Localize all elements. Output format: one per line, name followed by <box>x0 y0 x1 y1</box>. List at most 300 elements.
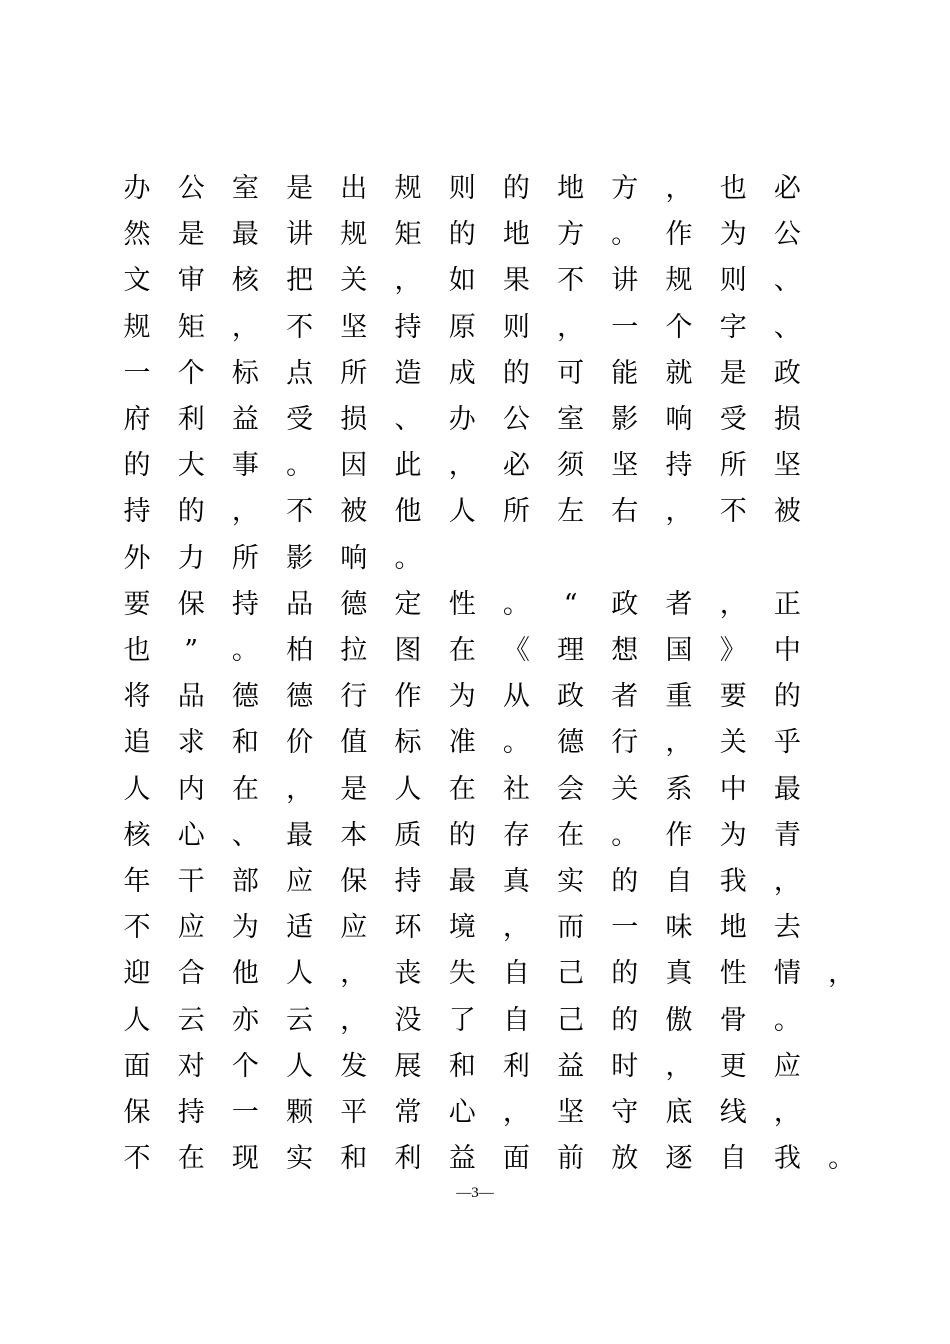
text-char: 价 <box>286 727 314 759</box>
text-char: 为 <box>231 912 259 944</box>
text-char: 办 <box>123 173 151 204</box>
text-char: 德 <box>557 727 585 759</box>
text-char: 受 <box>286 404 314 435</box>
text-char: 自 <box>665 866 693 897</box>
text-char: 的 <box>611 958 639 990</box>
text-char: 前 <box>557 1143 585 1175</box>
text-char: 公 <box>502 404 530 435</box>
text-char: 的 <box>611 1004 639 1036</box>
text-char: 时 <box>611 1050 639 1082</box>
text-char: 最 <box>286 819 314 851</box>
text-char: 影 <box>286 542 314 574</box>
text-char: 的 <box>123 450 151 482</box>
text-char: 的 <box>773 681 801 713</box>
text-char: 要 <box>123 588 151 620</box>
text-char: 要 <box>719 681 747 713</box>
page-number: —3— <box>456 1185 494 1201</box>
text-char: 一 <box>611 311 639 343</box>
text-line <box>0 261 950 307</box>
text-char: 府 <box>123 404 151 435</box>
text-char: 。 <box>394 542 422 574</box>
text-char: 人 <box>448 496 476 528</box>
text-char: 能 <box>611 357 639 389</box>
text-char: 。 <box>773 1004 801 1036</box>
text-char: 的 <box>448 219 476 251</box>
text-char: 造 <box>394 357 422 389</box>
text-char: 存 <box>502 819 530 851</box>
text-char: 丧 <box>394 958 422 990</box>
text-char: 地 <box>557 173 585 204</box>
text-char: 人 <box>123 773 151 805</box>
text-char: 。 <box>502 727 530 759</box>
text-char: 平 <box>340 1097 368 1128</box>
text-char: 柏 <box>286 635 314 666</box>
text-char: 标 <box>394 727 422 759</box>
text-char: 人 <box>394 773 422 805</box>
text-char: 个 <box>177 357 205 389</box>
text-char: 坚 <box>340 311 368 343</box>
text-char: 内 <box>177 773 205 805</box>
text-char: 值 <box>340 727 368 759</box>
text-char: ， <box>340 1004 368 1036</box>
text-char: 中 <box>773 635 801 666</box>
text-char: 是 <box>286 173 314 204</box>
text-char: 应 <box>286 866 314 897</box>
text-char: 。 <box>828 1143 856 1175</box>
text-char: 坚 <box>773 450 801 482</box>
text-char: 青 <box>773 819 801 851</box>
text-char: 政 <box>773 357 801 389</box>
text-char: 追 <box>123 727 151 759</box>
text-char: 质 <box>394 819 422 851</box>
text-char: ， <box>719 588 747 620</box>
text-line <box>0 954 950 1000</box>
text-line <box>0 215 950 261</box>
text-char: 应 <box>340 912 368 944</box>
text-char: 也 <box>719 173 747 204</box>
text-char: 矩 <box>177 311 205 343</box>
text-char: 迎 <box>123 958 151 990</box>
text-char: 如 <box>448 265 476 297</box>
text-line <box>0 1139 950 1185</box>
text-char: 》 <box>719 635 747 666</box>
text-char: ， <box>231 496 259 528</box>
text-char: 己 <box>557 1004 585 1036</box>
text-char: 行 <box>340 681 368 713</box>
text-char: ， <box>828 958 856 990</box>
text-char: 益 <box>557 1050 585 1082</box>
text-char: 关 <box>340 265 368 297</box>
text-char: 、 <box>394 404 422 435</box>
text-char: 逐 <box>665 1143 693 1175</box>
text-char: 的 <box>502 173 530 204</box>
text-char: 地 <box>502 219 530 251</box>
text-char: 规 <box>665 265 693 297</box>
text-char: 益 <box>448 1143 476 1175</box>
text-char: “ <box>563 588 578 620</box>
text-char: 、 <box>773 265 801 297</box>
text-char: 。 <box>611 219 639 251</box>
text-char: 作 <box>665 819 693 851</box>
text-char: 发 <box>340 1050 368 1082</box>
text-char: ， <box>773 866 801 897</box>
text-char: 所 <box>340 357 368 389</box>
text-char: 人 <box>123 1004 151 1036</box>
text-char: 则 <box>502 311 530 343</box>
text-char: 去 <box>773 912 801 944</box>
text-char: 德 <box>231 681 259 713</box>
text-line <box>0 169 950 215</box>
text-char: 损 <box>340 404 368 435</box>
text-char: 左 <box>557 496 585 528</box>
text-char: ， <box>340 958 368 990</box>
text-char: 政 <box>557 681 585 713</box>
text-char: 云 <box>286 1004 314 1036</box>
text-char: 应 <box>773 1050 801 1082</box>
text-char: 把 <box>286 265 314 297</box>
text-char: 干 <box>177 866 205 897</box>
text-char: 持 <box>231 588 259 620</box>
text-char: 持 <box>177 1097 205 1128</box>
text-char: 想 <box>611 635 639 666</box>
text-line <box>0 816 950 862</box>
text-char: 合 <box>177 958 205 990</box>
text-char: 此 <box>394 450 422 482</box>
text-char: 我 <box>773 1143 801 1175</box>
text-char: 求 <box>177 727 205 759</box>
text-char: 人 <box>286 1050 314 1082</box>
text-char: 和 <box>340 1143 368 1175</box>
text-char: 。 <box>231 635 259 666</box>
text-char: 规 <box>394 173 422 204</box>
text-char: 持 <box>394 311 422 343</box>
text-char: 失 <box>448 958 476 990</box>
text-char: 理 <box>557 635 585 666</box>
text-char: 品 <box>177 681 205 713</box>
text-line <box>0 1093 950 1139</box>
text-char: 国 <box>665 635 693 666</box>
text-line <box>0 908 950 954</box>
text-char: 也 <box>123 635 151 666</box>
text-char: 所 <box>502 496 530 528</box>
text-char: 可 <box>557 357 585 389</box>
text-char: 自 <box>719 1143 747 1175</box>
text-char: 作 <box>665 219 693 251</box>
text-char: 讲 <box>611 265 639 297</box>
text-char: 境 <box>448 912 476 944</box>
text-char: 品 <box>286 588 314 620</box>
text-char: 德 <box>286 681 314 713</box>
text-char: 底 <box>665 1097 693 1128</box>
text-char: 社 <box>502 773 530 805</box>
text-char: 因 <box>340 450 368 482</box>
text-char: 。 <box>286 450 314 482</box>
text-char: 点 <box>286 357 314 389</box>
text-char: 所 <box>231 542 259 574</box>
text-char: 将 <box>123 681 151 713</box>
text-char: 性 <box>719 958 747 990</box>
text-char: 行 <box>611 727 639 759</box>
text-char: 。 <box>611 819 639 851</box>
text-char: 大 <box>177 450 205 482</box>
text-char: 则 <box>719 265 747 297</box>
text-char: ， <box>773 1097 801 1128</box>
text-char: 外 <box>123 542 151 574</box>
text-char: 云 <box>177 1004 205 1036</box>
text-char: 骨 <box>719 1004 747 1036</box>
text-char: 年 <box>123 866 151 897</box>
text-char: 影 <box>611 404 639 435</box>
text-char: 响 <box>340 542 368 574</box>
text-char: 规 <box>123 311 151 343</box>
text-char: 的 <box>448 819 476 851</box>
text-char: ， <box>557 311 585 343</box>
text-line <box>0 354 950 400</box>
text-char: 最 <box>448 866 476 897</box>
text-char: 准 <box>448 727 476 759</box>
text-char: 必 <box>773 173 801 204</box>
text-char: 己 <box>557 958 585 990</box>
text-char: 原 <box>448 311 476 343</box>
text-char: 和 <box>448 1050 476 1082</box>
text-char: 本 <box>340 819 368 851</box>
text-line <box>0 446 950 492</box>
text-char: 一 <box>123 357 151 389</box>
text-char: 他 <box>231 958 259 990</box>
text-char: 最 <box>773 773 801 805</box>
text-char: 自 <box>502 958 530 990</box>
text-char: ， <box>665 496 693 528</box>
text-line <box>0 770 950 816</box>
text-char: 自 <box>502 1004 530 1036</box>
text-char: 亦 <box>231 1004 259 1036</box>
text-char: 力 <box>177 542 205 574</box>
text-char: 真 <box>502 866 530 897</box>
text-char: 人 <box>286 958 314 990</box>
text-char: 果 <box>502 265 530 297</box>
text-char: 者 <box>611 681 639 713</box>
text-char: 、 <box>231 819 259 851</box>
text-char: 德 <box>340 588 368 620</box>
text-char: 的 <box>611 866 639 897</box>
text-char: 是 <box>177 219 205 251</box>
text-char: 标 <box>231 357 259 389</box>
text-line <box>0 862 950 908</box>
text-char: 面 <box>502 1143 530 1175</box>
text-char: 响 <box>665 404 693 435</box>
text-char: 没 <box>394 1004 422 1036</box>
text-char: 不 <box>123 1143 151 1175</box>
text-char: 讲 <box>286 219 314 251</box>
text-char: 在 <box>448 635 476 666</box>
text-char: 坚 <box>557 1097 585 1128</box>
text-char: 保 <box>177 588 205 620</box>
text-char: 利 <box>502 1050 530 1082</box>
text-char: 更 <box>719 1050 747 1082</box>
text-char: 必 <box>502 450 530 482</box>
text-char: 益 <box>231 404 259 435</box>
text-line <box>0 492 950 538</box>
text-char: 和 <box>231 727 259 759</box>
text-char: 矩 <box>394 219 422 251</box>
text-char: 常 <box>394 1097 422 1128</box>
text-char: 室 <box>231 173 259 204</box>
text-char: 核 <box>231 265 259 297</box>
text-char: 坚 <box>611 450 639 482</box>
text-char: 者 <box>665 588 693 620</box>
text-char: 面 <box>123 1050 151 1082</box>
text-char: 公 <box>177 173 205 204</box>
text-char: 拉 <box>340 635 368 666</box>
text-char: 须 <box>557 450 585 482</box>
text-char: ， <box>665 727 693 759</box>
text-char: 在 <box>557 819 585 851</box>
text-char: 所 <box>719 450 747 482</box>
text-char: 是 <box>719 357 747 389</box>
text-char: 利 <box>394 1143 422 1175</box>
text-char: 一 <box>611 912 639 944</box>
text-char: 我 <box>719 866 747 897</box>
text-char: 不 <box>557 265 585 297</box>
text-char: 、 <box>773 311 801 343</box>
text-char: 了 <box>448 1004 476 1036</box>
text-char: 环 <box>394 912 422 944</box>
text-char: 心 <box>177 819 205 851</box>
text-char: 心 <box>448 1097 476 1128</box>
text-char: 从 <box>502 681 530 713</box>
text-char: 重 <box>665 681 693 713</box>
text-char: 政 <box>611 588 639 620</box>
text-char: 就 <box>665 357 693 389</box>
text-char: 定 <box>394 588 422 620</box>
text-char: 而 <box>557 912 585 944</box>
text-char: 为 <box>719 219 747 251</box>
text-char: 作 <box>394 681 422 713</box>
text-line <box>0 631 950 677</box>
text-char: 适 <box>286 912 314 944</box>
text-char: 利 <box>177 404 205 435</box>
text-char: 放 <box>611 1143 639 1175</box>
text-char: 保 <box>340 866 368 897</box>
text-char: 成 <box>448 357 476 389</box>
text-char: 部 <box>231 866 259 897</box>
text-char: 的 <box>502 357 530 389</box>
text-line <box>0 723 950 769</box>
text-char: 《 <box>502 635 530 666</box>
text-char: 不 <box>286 496 314 528</box>
text-char: 持 <box>394 866 422 897</box>
text-char: 正 <box>773 588 801 620</box>
text-char: ， <box>665 173 693 204</box>
text-char: 为 <box>719 819 747 851</box>
text-char: 颗 <box>286 1097 314 1128</box>
text-char: 不 <box>286 311 314 343</box>
text-char: 傲 <box>665 1004 693 1036</box>
text-char: 事 <box>231 450 259 482</box>
text-char: 乎 <box>773 727 801 759</box>
text-char: 地 <box>719 912 747 944</box>
text-char: 真 <box>665 958 693 990</box>
text-line <box>0 585 950 631</box>
text-char: 个 <box>231 1050 259 1082</box>
text-char: 性 <box>448 588 476 620</box>
text-char: 出 <box>340 173 368 204</box>
text-line <box>0 1001 950 1047</box>
text-char: 现 <box>231 1143 259 1175</box>
text-char: 是 <box>340 773 368 805</box>
text-char: 实 <box>286 1143 314 1175</box>
text-char: 方 <box>557 219 585 251</box>
text-char: 损 <box>773 404 801 435</box>
text-char: ， <box>394 265 422 297</box>
text-char: 他 <box>394 496 422 528</box>
text-char: 被 <box>773 496 801 528</box>
text-char: 图 <box>394 635 422 666</box>
text-char: 。 <box>502 588 530 620</box>
text-char: 味 <box>665 912 693 944</box>
text-char: 持 <box>123 496 151 528</box>
text-char: 守 <box>611 1097 639 1128</box>
text-char: 中 <box>719 773 747 805</box>
text-char: 在 <box>177 1143 205 1175</box>
text-char: 被 <box>340 496 368 528</box>
text-char: 系 <box>665 773 693 805</box>
text-char: 室 <box>557 404 585 435</box>
text-char: 实 <box>557 866 585 897</box>
text-line <box>0 1047 950 1093</box>
text-char: 应 <box>177 912 205 944</box>
text-char: 为 <box>448 681 476 713</box>
text-char: 线 <box>719 1097 747 1128</box>
text-char: ， <box>502 912 530 944</box>
text-line <box>0 677 950 723</box>
text-char: 办 <box>448 404 476 435</box>
text-char: 在 <box>231 773 259 805</box>
text-char: 然 <box>123 219 151 251</box>
text-char: 最 <box>231 219 259 251</box>
text-char: ， <box>286 773 314 805</box>
text-char: ， <box>231 311 259 343</box>
text-char: ， <box>448 450 476 482</box>
text-char: ” <box>184 635 199 666</box>
text-line <box>0 400 950 446</box>
text-char: 对 <box>177 1050 205 1082</box>
text-char: 核 <box>123 819 151 851</box>
text-char: 一 <box>231 1097 259 1128</box>
text-char: 则 <box>448 173 476 204</box>
text-char: 审 <box>177 265 205 297</box>
text-char: 会 <box>557 773 585 805</box>
text-char: 情 <box>773 958 801 990</box>
text-line <box>0 539 950 585</box>
text-char: 展 <box>394 1050 422 1082</box>
text-char: 规 <box>340 219 368 251</box>
text-char: 在 <box>448 773 476 805</box>
text-char: 个 <box>665 311 693 343</box>
text-char: 受 <box>719 404 747 435</box>
text-char: 保 <box>123 1097 151 1128</box>
text-char: 持 <box>665 450 693 482</box>
text-char: 文 <box>123 265 151 297</box>
text-char: 右 <box>611 496 639 528</box>
text-line <box>0 308 950 354</box>
text-char: 关 <box>611 773 639 805</box>
text-char: 的 <box>177 496 205 528</box>
text-char: 关 <box>719 727 747 759</box>
text-char: 字 <box>719 311 747 343</box>
text-char: 公 <box>773 219 801 251</box>
text-char: 不 <box>719 496 747 528</box>
